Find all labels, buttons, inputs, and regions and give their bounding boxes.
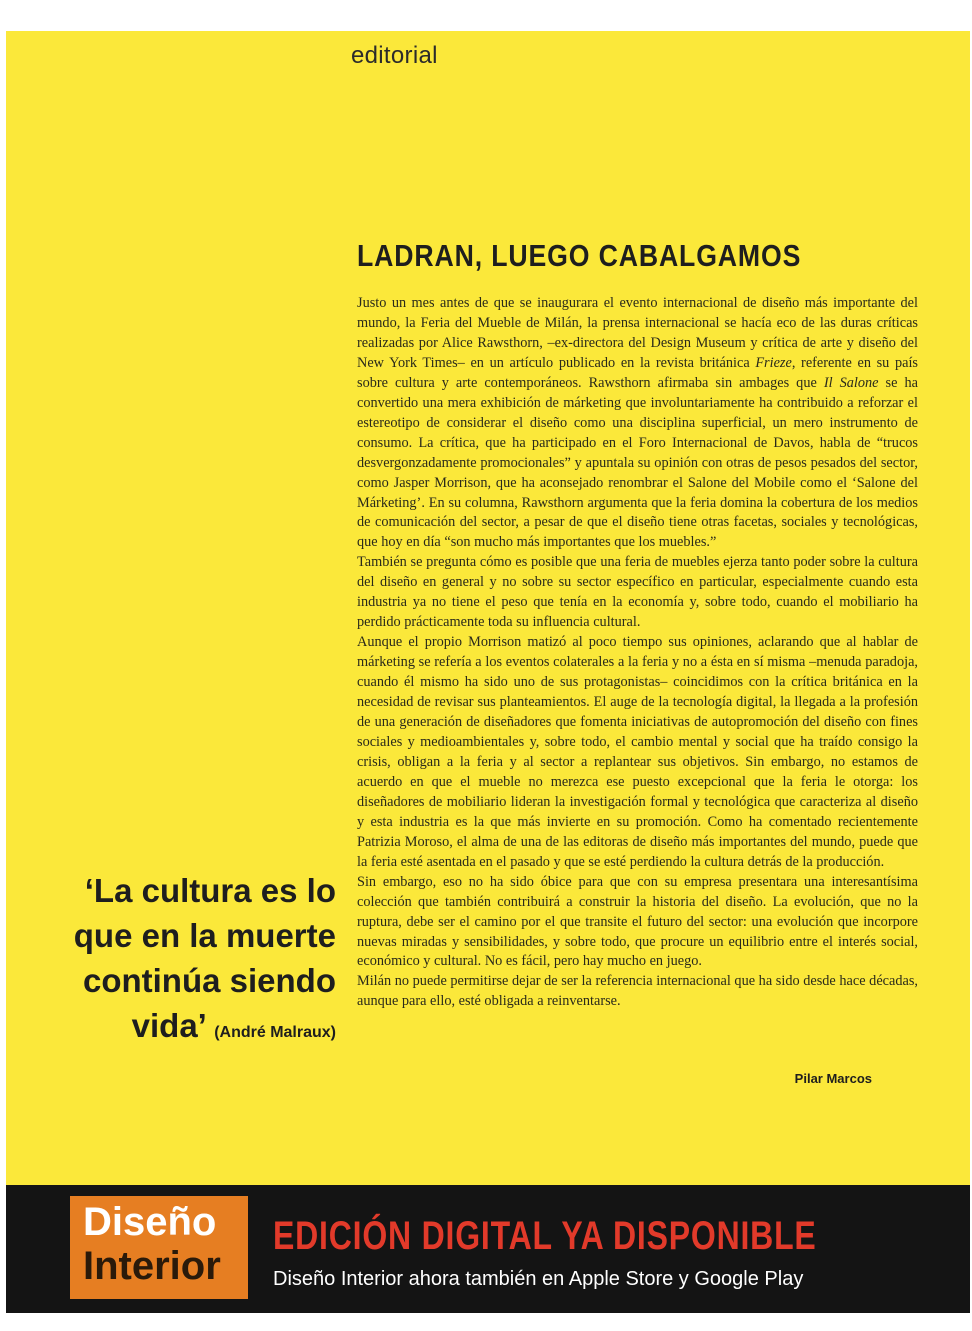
byline: Pilar Marcos: [794, 1071, 872, 1086]
paragraph: Sin embargo, eso no ha sido óbice para que con su empresa presentara una interesantísima colección que también contribuirá a construir la historia del diseño. La evolución, que no la ruptura, debe ser el camino por el que transite el futuro del sector: una evolución que incorpore nuevas miradas y sensibilidades, y sobre todo, que procure un equilibrio entre el interés social, económico y cultural. No es fácil, pero hay mucho en juego.: [357, 873, 918, 970]
quote-text: ‘La cultura es lo que en la muerte continúa siendo vida’: [73, 872, 336, 1044]
text-run: Justo un mes antes de que se inaugurara el evento internacional de diseño más importante del mundo, la Feria del Mueble de Milán, la prensa internacional se hacía eco de las duras críticas realizadas por Alice Rawsthorn, –ex-directora del Design Museum y crítica de arte y diseño del New York Times– en un artículo publicado en la revista británica: [357, 295, 918, 371]
promo-title: EDICIÓN DIGITAL YA DISPONIBLE: [273, 1214, 817, 1258]
logo-text-line2: Interior: [83, 1244, 221, 1288]
pull-quote: [60, 868, 336, 1055]
quote-author: (André Malraux): [214, 1024, 336, 1041]
paragraph: También se pregunta cómo es posible que una feria de muebles ejerza tanto poder sobre la cultura del diseño en general y no sobre su sector específico en particular, especialmente cuando esta industria ya no tiene el peso que tenía en la economía y, sobre todo, cuando el mobiliario ha perdido prácticamente toda su influencia cultural.: [357, 554, 918, 631]
text-run: , referente en su país sobre cultura y arte contemporáneos. Rawsthorn afirmaba sin ambages que: [357, 354, 918, 391]
magazine-title: Frieze: [755, 354, 792, 371]
article-body: [357, 294, 918, 1012]
paragraph: Aunque el propio Morrison matizó al poco tiempo sus opiniones, aclarando que al hablar de márketing se refería a los eventos colaterales a la feria y no a ésta en sí misma –menuda paradoja, cuando él mismo ha sido uno de sus protagonistas– coincidimos con la crítica británica en la necesidad de revisar sus planteamientos. El auge de la tecnología digital, la llegada a la profesión de una generación de diseñadores que fomenta iniciativas de autopromoción del diseño con fines sociales y medioambientales y, sobre todo, el cambio mental y social que ha traído consigo la crisis, obligan a la feria y al sector a replantear sus objetivos. Sin embargo, no estamos de acuerdo en que el mueble no merezca ese puesto excepcional que la feria le otorga: los diseñadores de mobiliario lideran la investigación formal y tecnológica que caracteriza al diseño y esta industria es la que más invierte en su promoción. Como ha comentado recientemente Patrizia Moroso, el alma de una de las editoras de diseño más importantes del mundo, puede que la feria esté asentada en el pasado y que se esté perdiendo la cultura detrás de la producción.: [357, 634, 918, 870]
paragraph: Milán no puede permitirse dejar de ser la referencia internacional que ha sido desde hace décadas, aunque para ello, esté obligada a reinventarse.: [357, 973, 918, 1010]
promo-subtitle: Diseño Interior ahora también en Apple Store y Google Play: [273, 1268, 804, 1290]
headline: LADRAN, LUEGO CABALGAMOS: [357, 238, 802, 273]
event-title: Il Salone: [823, 374, 879, 391]
section-label: editorial: [351, 42, 438, 69]
paragraph: [357, 294, 918, 553]
logo-text-line1: Diseño: [83, 1200, 217, 1244]
text-run: se ha convertido una mera exhibición de márketing que involuntariamente ha contribuido a reforzar el estereotipo de considerar el diseño como una disciplina superficial, un mero instrumento de consumo. La crítica, que ha participado en el Foro Internacional de Davos, habla de “trucos desvergonzadamente promocionales” y apuntala su opinión con otras de pesos pesados del sector, como Jasper Morrison, que ha aconsejado renombrar el Salone del Mobile como el ‘Salone del Márketing’. En su columna, Rawsthorn argumenta que la feria domina la cobertura de los medios de comunicación del sector, a pesar de que el diseño tiene otras facetas, sociales y tecnológicas, que hoy en día “son mucho más importantes que los muebles.”: [357, 374, 918, 551]
